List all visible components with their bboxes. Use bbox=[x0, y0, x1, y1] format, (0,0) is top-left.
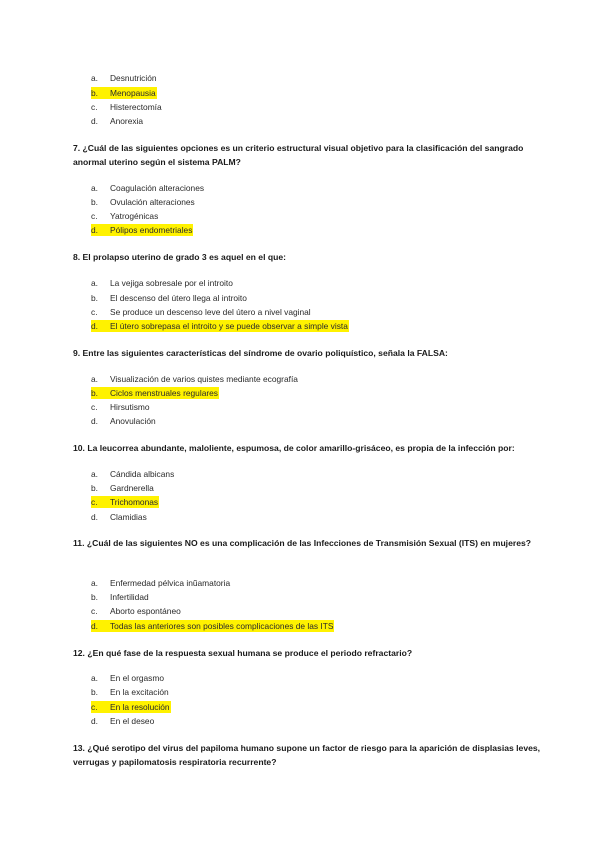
option-text: Infertilidad bbox=[110, 592, 149, 602]
option-item bbox=[91, 577, 231, 589]
option-text: Menopausia bbox=[110, 88, 156, 98]
option-letter: c. bbox=[91, 402, 98, 412]
option-text: El descenso del útero llega al introito bbox=[110, 293, 247, 303]
option-letter: a. bbox=[91, 183, 98, 193]
option-item bbox=[91, 72, 158, 84]
option-letter: d. bbox=[91, 416, 98, 426]
option-letter: a. bbox=[91, 278, 98, 288]
option-letter: d. bbox=[91, 716, 98, 726]
option-item-correct bbox=[91, 620, 334, 632]
option-letter: d. bbox=[91, 224, 109, 236]
option-letter: a. bbox=[91, 374, 98, 384]
question-title: 7. ¿Cuál de las siguientes opciones es un criterio estructural visual objetivo para la clasificación del sangrado anormal uterino según el sistema PALM? bbox=[73, 143, 524, 167]
option-item bbox=[91, 182, 205, 194]
option-item bbox=[91, 686, 170, 698]
option-item bbox=[91, 605, 182, 617]
option-letter: d. bbox=[91, 320, 109, 332]
option-letter: c. bbox=[91, 211, 98, 221]
option-text: Gardnerella bbox=[110, 483, 154, 493]
option-item bbox=[91, 373, 299, 385]
option-letter: b. bbox=[91, 592, 98, 602]
option-item bbox=[91, 715, 155, 727]
option-item-correct bbox=[91, 496, 159, 508]
option-text: Coagulación alteraciones bbox=[110, 183, 205, 193]
option-item bbox=[91, 306, 312, 318]
option-letter: d. bbox=[91, 512, 98, 522]
option-letter: b. bbox=[91, 293, 98, 303]
option-text: Se produce un descenso leve del útero a nivel vaginal bbox=[110, 307, 311, 317]
option-item bbox=[91, 277, 234, 289]
option-text: Clamidias bbox=[110, 512, 147, 522]
option-item-correct bbox=[91, 701, 171, 713]
question-title: 10. La leucorrea abundante, maloliente, espumosa, de color amarillo-grisáceo, es propia de la infección por: bbox=[73, 443, 515, 453]
option-letter: b. bbox=[91, 687, 98, 697]
option-text: Aborto espontáneo bbox=[110, 606, 181, 616]
option-letter: b. bbox=[91, 87, 109, 99]
option-text: Pólipos endometriales bbox=[110, 225, 193, 235]
option-letter: b. bbox=[91, 387, 109, 399]
option-item bbox=[91, 196, 196, 208]
option-text: Trichomonas bbox=[110, 497, 159, 507]
option-item bbox=[91, 401, 151, 413]
option-text: Ciclos menstruales regulares bbox=[110, 388, 218, 398]
option-text: En el deseo bbox=[110, 716, 155, 726]
option-item bbox=[91, 115, 144, 127]
option-letter: b. bbox=[91, 483, 98, 493]
option-item-correct bbox=[91, 87, 157, 99]
option-letter: d. bbox=[91, 116, 98, 126]
option-text: Todas las anteriores son posibles complicaciones de las ITS bbox=[110, 621, 334, 631]
option-letter: c. bbox=[91, 701, 109, 713]
option-text: En la excitación bbox=[110, 687, 169, 697]
option-item-correct bbox=[91, 320, 349, 332]
option-letter: a. bbox=[91, 673, 98, 683]
option-item bbox=[91, 672, 165, 684]
option-letter: a. bbox=[91, 578, 98, 588]
option-letter: c. bbox=[91, 307, 98, 317]
option-text: En la resolución bbox=[110, 702, 170, 712]
option-text: Cándida albicans bbox=[110, 469, 175, 479]
option-letter: a. bbox=[91, 73, 98, 83]
option-text: Desnutrición bbox=[110, 73, 157, 83]
option-item-correct bbox=[91, 387, 219, 399]
option-text: Hirsutismo bbox=[110, 402, 150, 412]
option-letter: c. bbox=[91, 606, 98, 616]
option-text: Anorexia bbox=[110, 116, 144, 126]
option-item bbox=[91, 511, 148, 523]
option-text: Histerectomía bbox=[110, 102, 162, 112]
option-item-correct bbox=[91, 224, 193, 236]
option-letter: a. bbox=[91, 469, 98, 479]
option-item bbox=[91, 468, 175, 480]
option-letter: d. bbox=[91, 620, 109, 632]
question-title: 11. ¿Cuál de las siguientes NO es una complicación de las Infecciones de Transmisión Sexual (ITS) en mujeres? bbox=[73, 538, 532, 548]
option-text: Anovulación bbox=[110, 416, 156, 426]
option-text: El útero sobrepasa el introito y se puede observar a simple vista bbox=[110, 321, 348, 331]
option-text: Yatrogénicas bbox=[110, 211, 159, 221]
option-item bbox=[91, 591, 150, 603]
question-title: 8. El prolapso uterino de grado 3 es aquel en el que: bbox=[73, 252, 286, 262]
question-title: 12. ¿En qué fase de la respuesta sexual humana se produce el periodo refractario? bbox=[73, 648, 413, 658]
option-item bbox=[91, 210, 159, 222]
option-text: Visualización de varios quistes mediante ecografía bbox=[110, 374, 298, 384]
question-title: 13. ¿Qué serotipo del virus del papiloma humano supone un factor de riesgo para la aparición de displasias leves, verrugas y papilomatosis respiratoria recurrente? bbox=[73, 743, 541, 767]
option-item bbox=[91, 482, 155, 494]
option-text: Enfermedad pélvica inũamatoria bbox=[110, 578, 231, 588]
option-text: La vejiga sobresale por el introito bbox=[110, 278, 233, 288]
option-text: Ovulación alteraciones bbox=[110, 197, 195, 207]
option-letter: c. bbox=[91, 496, 109, 508]
option-letter: c. bbox=[91, 102, 98, 112]
option-item bbox=[91, 292, 248, 304]
option-text: En el orgasmo bbox=[110, 673, 164, 683]
option-letter: b. bbox=[91, 197, 98, 207]
option-item bbox=[91, 101, 163, 113]
option-item bbox=[91, 415, 157, 427]
question-title: 9. Entre las siguientes características del síndrome de ovario poliquístico, señala la FALSA: bbox=[73, 348, 448, 358]
